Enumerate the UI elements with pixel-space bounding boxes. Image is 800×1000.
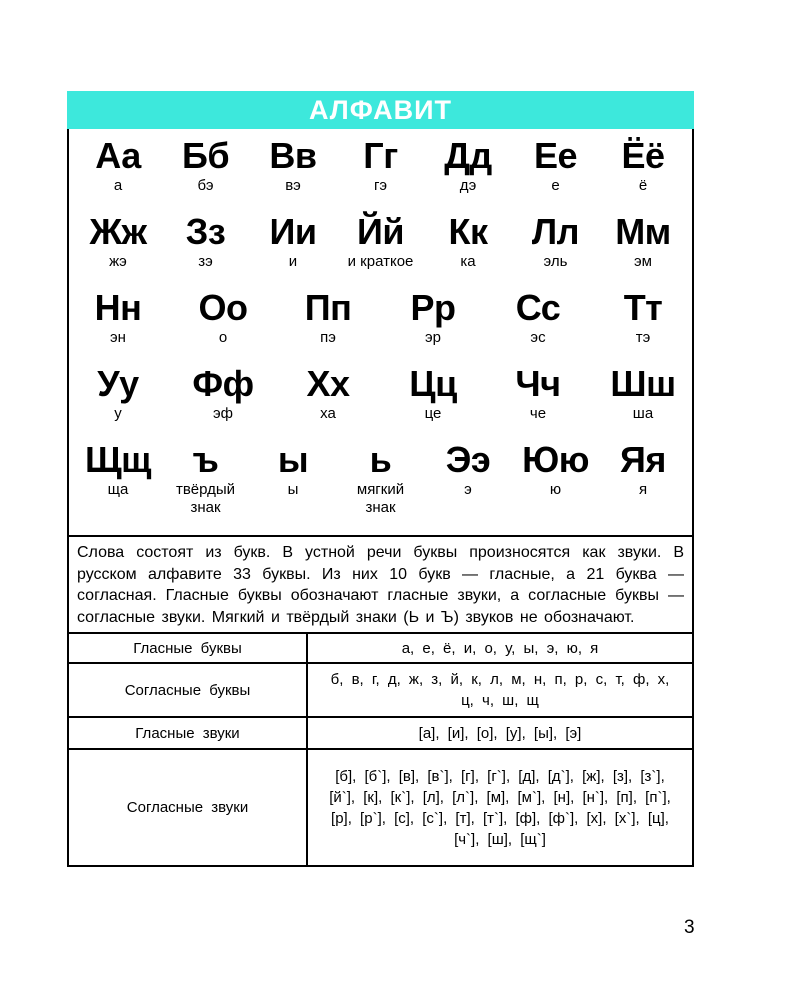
letter-cell: [163, 439, 249, 527]
letter-glyph: ь: [369, 439, 392, 480]
letter-cell: [513, 439, 599, 527]
letter-cell: [75, 363, 161, 439]
letter-glyph: Зз: [185, 211, 226, 252]
letter-glyph: Лл: [531, 211, 580, 252]
letter-glyph: Цц: [409, 363, 457, 404]
letter-name: це: [424, 405, 442, 422]
letter-name: у: [114, 405, 122, 422]
letter-glyph: Жж: [89, 211, 147, 252]
letter-glyph: Ээ: [445, 439, 491, 480]
letter-glyph: Чч: [515, 363, 561, 404]
letter-name: ю: [549, 481, 562, 498]
letter-glyph: Сс: [515, 287, 561, 328]
letter-row-3: [75, 287, 686, 363]
letter-cell: [180, 287, 266, 363]
letter-cell: [285, 287, 371, 363]
letter-name: ы: [287, 481, 299, 498]
letter-name: а: [113, 177, 123, 194]
letter-glyph: Ее: [533, 135, 578, 176]
letter-name: жэ: [109, 253, 127, 270]
letter-name: э: [464, 481, 472, 498]
table-row: [69, 749, 692, 865]
letter-cell: [338, 439, 424, 527]
letter-glyph: Рр: [410, 287, 456, 328]
letter-glyph: Гг: [363, 135, 398, 176]
table-row-label: Гласные звуки: [69, 717, 307, 749]
table-row-label: Согласные звуки: [69, 749, 307, 865]
letter-glyph: ы: [277, 439, 309, 480]
table-row-value: б, в, г, д, ж, з, й, к, л, м, н, п, р, с, т, ф, х, ц, ч, ш, щ: [307, 663, 692, 717]
letter-cell: [338, 135, 424, 211]
letter-name: я: [638, 481, 648, 498]
letter-name: эф: [213, 405, 233, 422]
letter-cell: [250, 439, 336, 527]
letter-cell: [600, 135, 686, 211]
letter-name: эн: [110, 329, 126, 346]
letter-glyph: Ёё: [621, 135, 665, 176]
letters-grid: [69, 129, 692, 535]
table-row: [69, 633, 692, 663]
letter-name: тэ: [635, 329, 651, 346]
letter-glyph: Тт: [623, 287, 663, 328]
alphabet-frame: [67, 129, 694, 867]
letter-cell: [390, 363, 476, 439]
letter-name: гэ: [373, 177, 388, 194]
letters-sounds-table: [69, 632, 692, 865]
letter-glyph: Ии: [269, 211, 317, 252]
letter-name: дэ: [459, 177, 477, 194]
letter-glyph: ъ: [192, 439, 219, 480]
letter-cell: [250, 135, 336, 211]
letter-name: ша: [632, 405, 654, 422]
letter-glyph: Пп: [304, 287, 352, 328]
letter-name: о: [218, 329, 228, 346]
letter-name: бэ: [197, 177, 214, 194]
letter-name: твёрдый знак: [175, 481, 236, 516]
letter-name: пэ: [320, 329, 336, 346]
letter-cell: [495, 363, 581, 439]
letter-name: и: [288, 253, 298, 270]
letter-glyph: Оо: [198, 287, 248, 328]
letter-name: ё: [638, 177, 648, 194]
letter-glyph: Уу: [97, 363, 139, 404]
letter-name: эль: [543, 253, 568, 270]
letter-cell: [75, 287, 161, 363]
letter-name: эр: [425, 329, 441, 346]
letter-name: зэ: [198, 253, 213, 270]
letter-cell: [250, 211, 336, 287]
letter-glyph: Шш: [610, 363, 676, 404]
letter-glyph: Вв: [269, 135, 317, 176]
letter-glyph: Хх: [306, 363, 350, 404]
letter-name: мягкий знак: [356, 481, 405, 516]
letter-cell: [338, 211, 424, 287]
letter-cell: [600, 439, 686, 527]
letter-cell: [600, 363, 686, 439]
letter-cell: [180, 363, 266, 439]
letter-cell: [425, 135, 511, 211]
letter-glyph: Мм: [615, 211, 671, 252]
letter-cell: [495, 287, 581, 363]
letter-row-4: [75, 363, 686, 439]
letter-row-5: [75, 439, 686, 527]
explanation-paragraph: Слова состоят из букв. В устной речи буквы произносятся как звуки. В русском алфавите 33 буквы. Из них 10 букв — гласные, а 21 буква — согласная. Гласные буквы обозначают гласные звуки, а согласные буквы — согласные звуки. Мягкий и твёрдый знаки (Ь и Ъ) звуков не обозначают.: [69, 535, 692, 632]
letter-cell: [513, 135, 599, 211]
letter-glyph: Бб: [181, 135, 230, 176]
letter-name: че: [529, 405, 547, 422]
table-row-value: а, е, ё, и, о, у, ы, э, ю, я: [307, 633, 692, 663]
letter-cell: [285, 363, 371, 439]
table-row: [69, 717, 692, 749]
page-number: 3: [684, 917, 695, 938]
table-row-value: [б], [б`], [в], [в`], [г], [г`], [д], [д`], [ж], [з], [з`], [й`], [к], [к`], [л], [л`], [м], [м`], [н], [н`], [п], [п`], [р], [р`], [с], [с`], [т], [т`], [ф], [ф`], [х], [х`], [ц], [ч`], [ш], [щ`]: [307, 749, 692, 865]
letter-glyph: Яя: [620, 439, 666, 480]
letter-cell: [75, 135, 161, 211]
letter-name: ха: [320, 405, 336, 422]
table-row-label: Согласные буквы: [69, 663, 307, 717]
letter-name: вэ: [285, 177, 301, 194]
letter-cell: [390, 287, 476, 363]
table-row-value: [а], [и], [о], [у], [ы], [э]: [307, 717, 692, 749]
page-title: АЛФАВИТ: [67, 91, 694, 129]
letter-cell: [425, 439, 511, 527]
letter-cell: [75, 439, 161, 527]
letter-cell: [163, 135, 249, 211]
letter-glyph: Дд: [444, 135, 492, 176]
letter-name: и краткое: [347, 253, 414, 270]
letter-row-2: [75, 211, 686, 287]
letter-glyph: Аа: [95, 135, 141, 176]
letter-cell: [600, 211, 686, 287]
letter-glyph: Фф: [192, 363, 254, 404]
table-row-label: Гласные буквы: [69, 633, 307, 663]
letter-name: ка: [460, 253, 476, 270]
letter-cell: [513, 211, 599, 287]
letter-cell: [75, 211, 161, 287]
letter-glyph: Йй: [356, 211, 404, 252]
letter-cell: [163, 211, 249, 287]
letter-glyph: Кк: [448, 211, 488, 252]
letter-glyph: Юю: [522, 439, 589, 480]
alphabet-sheet: [67, 91, 694, 867]
letter-cell: [600, 287, 686, 363]
letter-glyph: Нн: [94, 287, 142, 328]
letter-glyph: Щщ: [84, 439, 152, 480]
letter-name: е: [551, 177, 560, 194]
letter-name: эм: [634, 253, 652, 270]
letter-row-1: [75, 135, 686, 211]
letter-name: ща: [107, 481, 129, 498]
letter-name: эс: [530, 329, 546, 346]
table-row: [69, 663, 692, 717]
letter-cell: [425, 211, 511, 287]
